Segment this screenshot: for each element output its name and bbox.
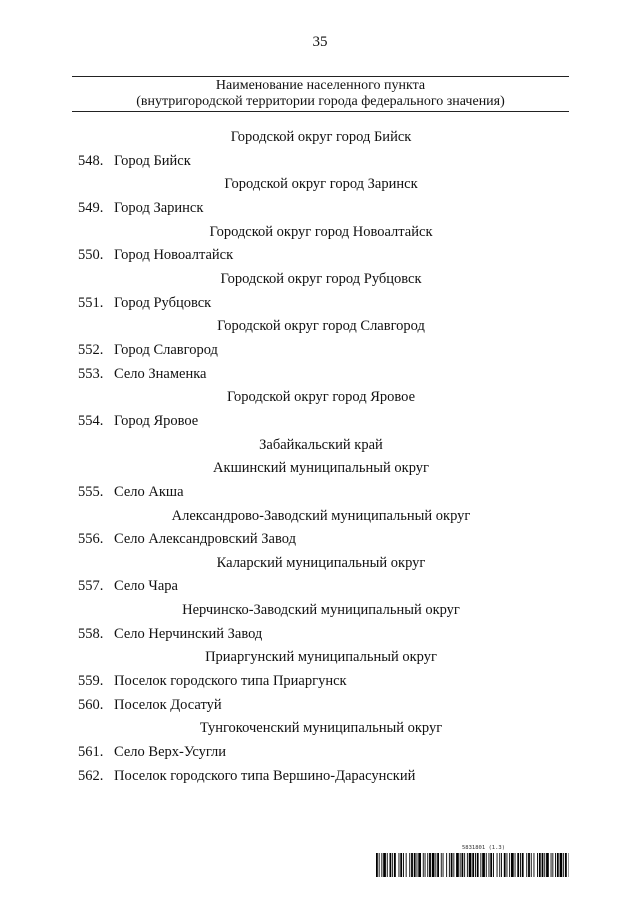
barcode-bar: [551, 853, 552, 877]
item-number: 556.: [78, 531, 104, 548]
barcode-bar: [472, 853, 474, 877]
barcode-bar: [392, 853, 393, 877]
group-heading: Забайкальский край: [259, 436, 383, 453]
barcode-bar: [509, 853, 510, 877]
list-item: [0, 410, 640, 434]
barcode-bar: [511, 853, 514, 877]
list-item: [0, 623, 640, 647]
group-heading: Каларский муниципальный округ: [216, 554, 426, 571]
barcode-bar: [563, 853, 564, 877]
list-item: [0, 339, 640, 363]
barcode-bar: [429, 853, 431, 877]
barcode-bar: [453, 853, 454, 877]
barcode-bar: [490, 853, 492, 877]
barcode-bar: [423, 853, 424, 877]
group-heading: Городской округ город Славгород: [217, 318, 425, 335]
barcode-bar: [379, 853, 380, 877]
barcode-bar: [387, 853, 388, 877]
list-item: [0, 150, 640, 174]
barcode-bar: [427, 853, 428, 877]
item-name: Поселок Досатуй: [114, 696, 222, 713]
item-name: Поселок городского типа Приаргунск: [114, 673, 347, 690]
item-number: 554.: [78, 412, 104, 429]
barcode-bar: [425, 853, 426, 877]
list-item: [0, 363, 640, 387]
barcode-bar: [403, 853, 404, 877]
barcode-bar: [507, 853, 508, 877]
list-item: [0, 694, 640, 718]
barcode-bar: [460, 853, 461, 877]
barcode-bar: [482, 853, 485, 877]
barcode-bar: [417, 853, 418, 877]
barcode-bar: [383, 853, 386, 877]
barcode-bar: [469, 853, 472, 877]
barcode-bar: [462, 853, 464, 877]
item-number: 561.: [78, 744, 104, 761]
group-heading: Акшинский муниципальный округ: [213, 460, 429, 477]
group-heading: Городской округ город Новоалтайск: [209, 223, 433, 240]
item-number: 551.: [78, 294, 104, 311]
barcode-bar: [467, 853, 468, 877]
barcode-bar: [376, 853, 378, 877]
barcode-bar: [443, 853, 444, 877]
barcode-bar: [464, 853, 465, 877]
barcode-bar: [418, 853, 421, 877]
barcode-bar: [552, 853, 553, 877]
item-number: 553.: [78, 365, 104, 382]
barcode-bar: [544, 853, 545, 877]
barcode-bar: [489, 853, 490, 877]
barcode-bar: [526, 853, 527, 877]
item-number: 549.: [78, 199, 104, 216]
barcode-bar: [528, 853, 530, 877]
group-heading: Городской округ город Яровое: [226, 389, 416, 406]
barcode-bar: [414, 853, 416, 877]
barcode: [376, 853, 569, 877]
group-heading: Городской округ город Заринск: [224, 176, 418, 193]
barcode-bar: [441, 853, 442, 877]
item-number: 558.: [78, 625, 104, 642]
barcode-bar: [499, 853, 500, 877]
barcode-bar: [493, 853, 494, 877]
item-name: Село Чара: [114, 578, 178, 595]
barcode-bar: [411, 853, 413, 877]
barcode-bar: [437, 853, 439, 877]
item-name: Город Заринск: [114, 199, 204, 216]
barcode-bar: [486, 853, 487, 877]
item-name: Село Нерчинский Завод: [114, 625, 263, 642]
group-heading: Городской округ город Бийск: [230, 129, 412, 145]
item-number: 562.: [78, 767, 104, 784]
item-name: Город Рубцовск: [114, 294, 212, 311]
group-heading: Приаргунский муниципальный округ: [205, 649, 437, 666]
item-number: 550.: [78, 247, 104, 264]
barcode-bar: [400, 853, 402, 877]
barcode-bar: [504, 853, 506, 877]
header-top-rule: [72, 76, 569, 77]
list-item: [0, 528, 640, 552]
item-name: Село Верх-Усугли: [114, 744, 227, 761]
barcode-bar: [515, 853, 516, 877]
barcode-bar: [522, 853, 524, 877]
barcode-bar: [381, 853, 382, 877]
barcode-bar: [456, 853, 459, 877]
barcode-bar: [531, 853, 532, 877]
barcode-bar: [542, 853, 544, 877]
barcode-bar: [517, 853, 519, 877]
barcode-bar: [539, 853, 541, 877]
header-line-1: Наименование населенного пункта: [215, 78, 426, 93]
item-number: 548.: [78, 152, 104, 169]
barcode-bar: [534, 853, 535, 877]
barcode-caption: 5831801 (1.3): [462, 845, 506, 851]
barcode-bar: [451, 853, 453, 877]
list-item: [0, 575, 640, 599]
table-header: [72, 78, 569, 110]
barcode-bar: [394, 853, 396, 877]
item-number: 555.: [78, 483, 104, 500]
header-bottom-rule: [72, 111, 569, 112]
item-name: Город Бийск: [114, 152, 191, 169]
page-number: 35: [312, 34, 328, 50]
item-name: Поселок городского типа Вершино-Дарасунский: [114, 767, 416, 784]
barcode-bar: [546, 853, 549, 877]
item-name: Село Александровский Завод: [114, 531, 296, 548]
item-number: 559.: [78, 673, 104, 690]
barcode-bar: [557, 853, 559, 877]
barcode-bar: [432, 853, 435, 877]
list-item: [0, 765, 640, 789]
list-item: [0, 292, 640, 316]
list-item: [0, 244, 640, 268]
group-heading: Нерчинско-Заводский муниципальный округ: [182, 602, 460, 619]
barcode-bar: [475, 853, 476, 877]
barcode-bar: [409, 853, 410, 877]
barcode-bar: [480, 853, 481, 877]
item-name: Город Славгород: [114, 341, 218, 358]
barcode-bar: [501, 853, 502, 877]
item-name: Город Новоалтайск: [114, 247, 234, 264]
item-number: 552.: [78, 341, 104, 358]
barcode-bar: [390, 853, 392, 877]
barcode-bar: [449, 853, 450, 877]
barcode-bar: [565, 853, 567, 877]
barcode-bar: [537, 853, 538, 877]
group-heading: Тунгокоченский муниципальный округ: [199, 720, 443, 737]
barcode-bar: [520, 853, 521, 877]
item-number: 557.: [78, 578, 104, 595]
list-item: [0, 481, 640, 505]
settlement-list: [0, 126, 640, 788]
barcode-bar: [435, 853, 436, 877]
barcode-bar: [477, 853, 479, 877]
item-name: Город Яровое: [114, 412, 199, 429]
header-line-2: (внутригородской территории города федерального значения): [136, 94, 505, 109]
list-item: [0, 197, 640, 221]
group-heading: Александрово-Заводский муниципальный округ: [171, 507, 471, 524]
barcode-bar: [406, 853, 407, 877]
item-number: 560.: [78, 696, 104, 713]
group-heading: Городской округ город Рубцовск: [220, 270, 422, 287]
barcode-bar: [555, 853, 556, 877]
barcode-bar: [497, 853, 498, 877]
item-name: Село Акша: [114, 483, 184, 500]
list-item: [0, 670, 640, 694]
barcode-bar: [446, 853, 447, 877]
barcode-bar: [560, 853, 563, 877]
list-item: [0, 741, 640, 765]
barcode-bar: [399, 853, 400, 877]
item-name: Село Знаменка: [114, 365, 207, 382]
